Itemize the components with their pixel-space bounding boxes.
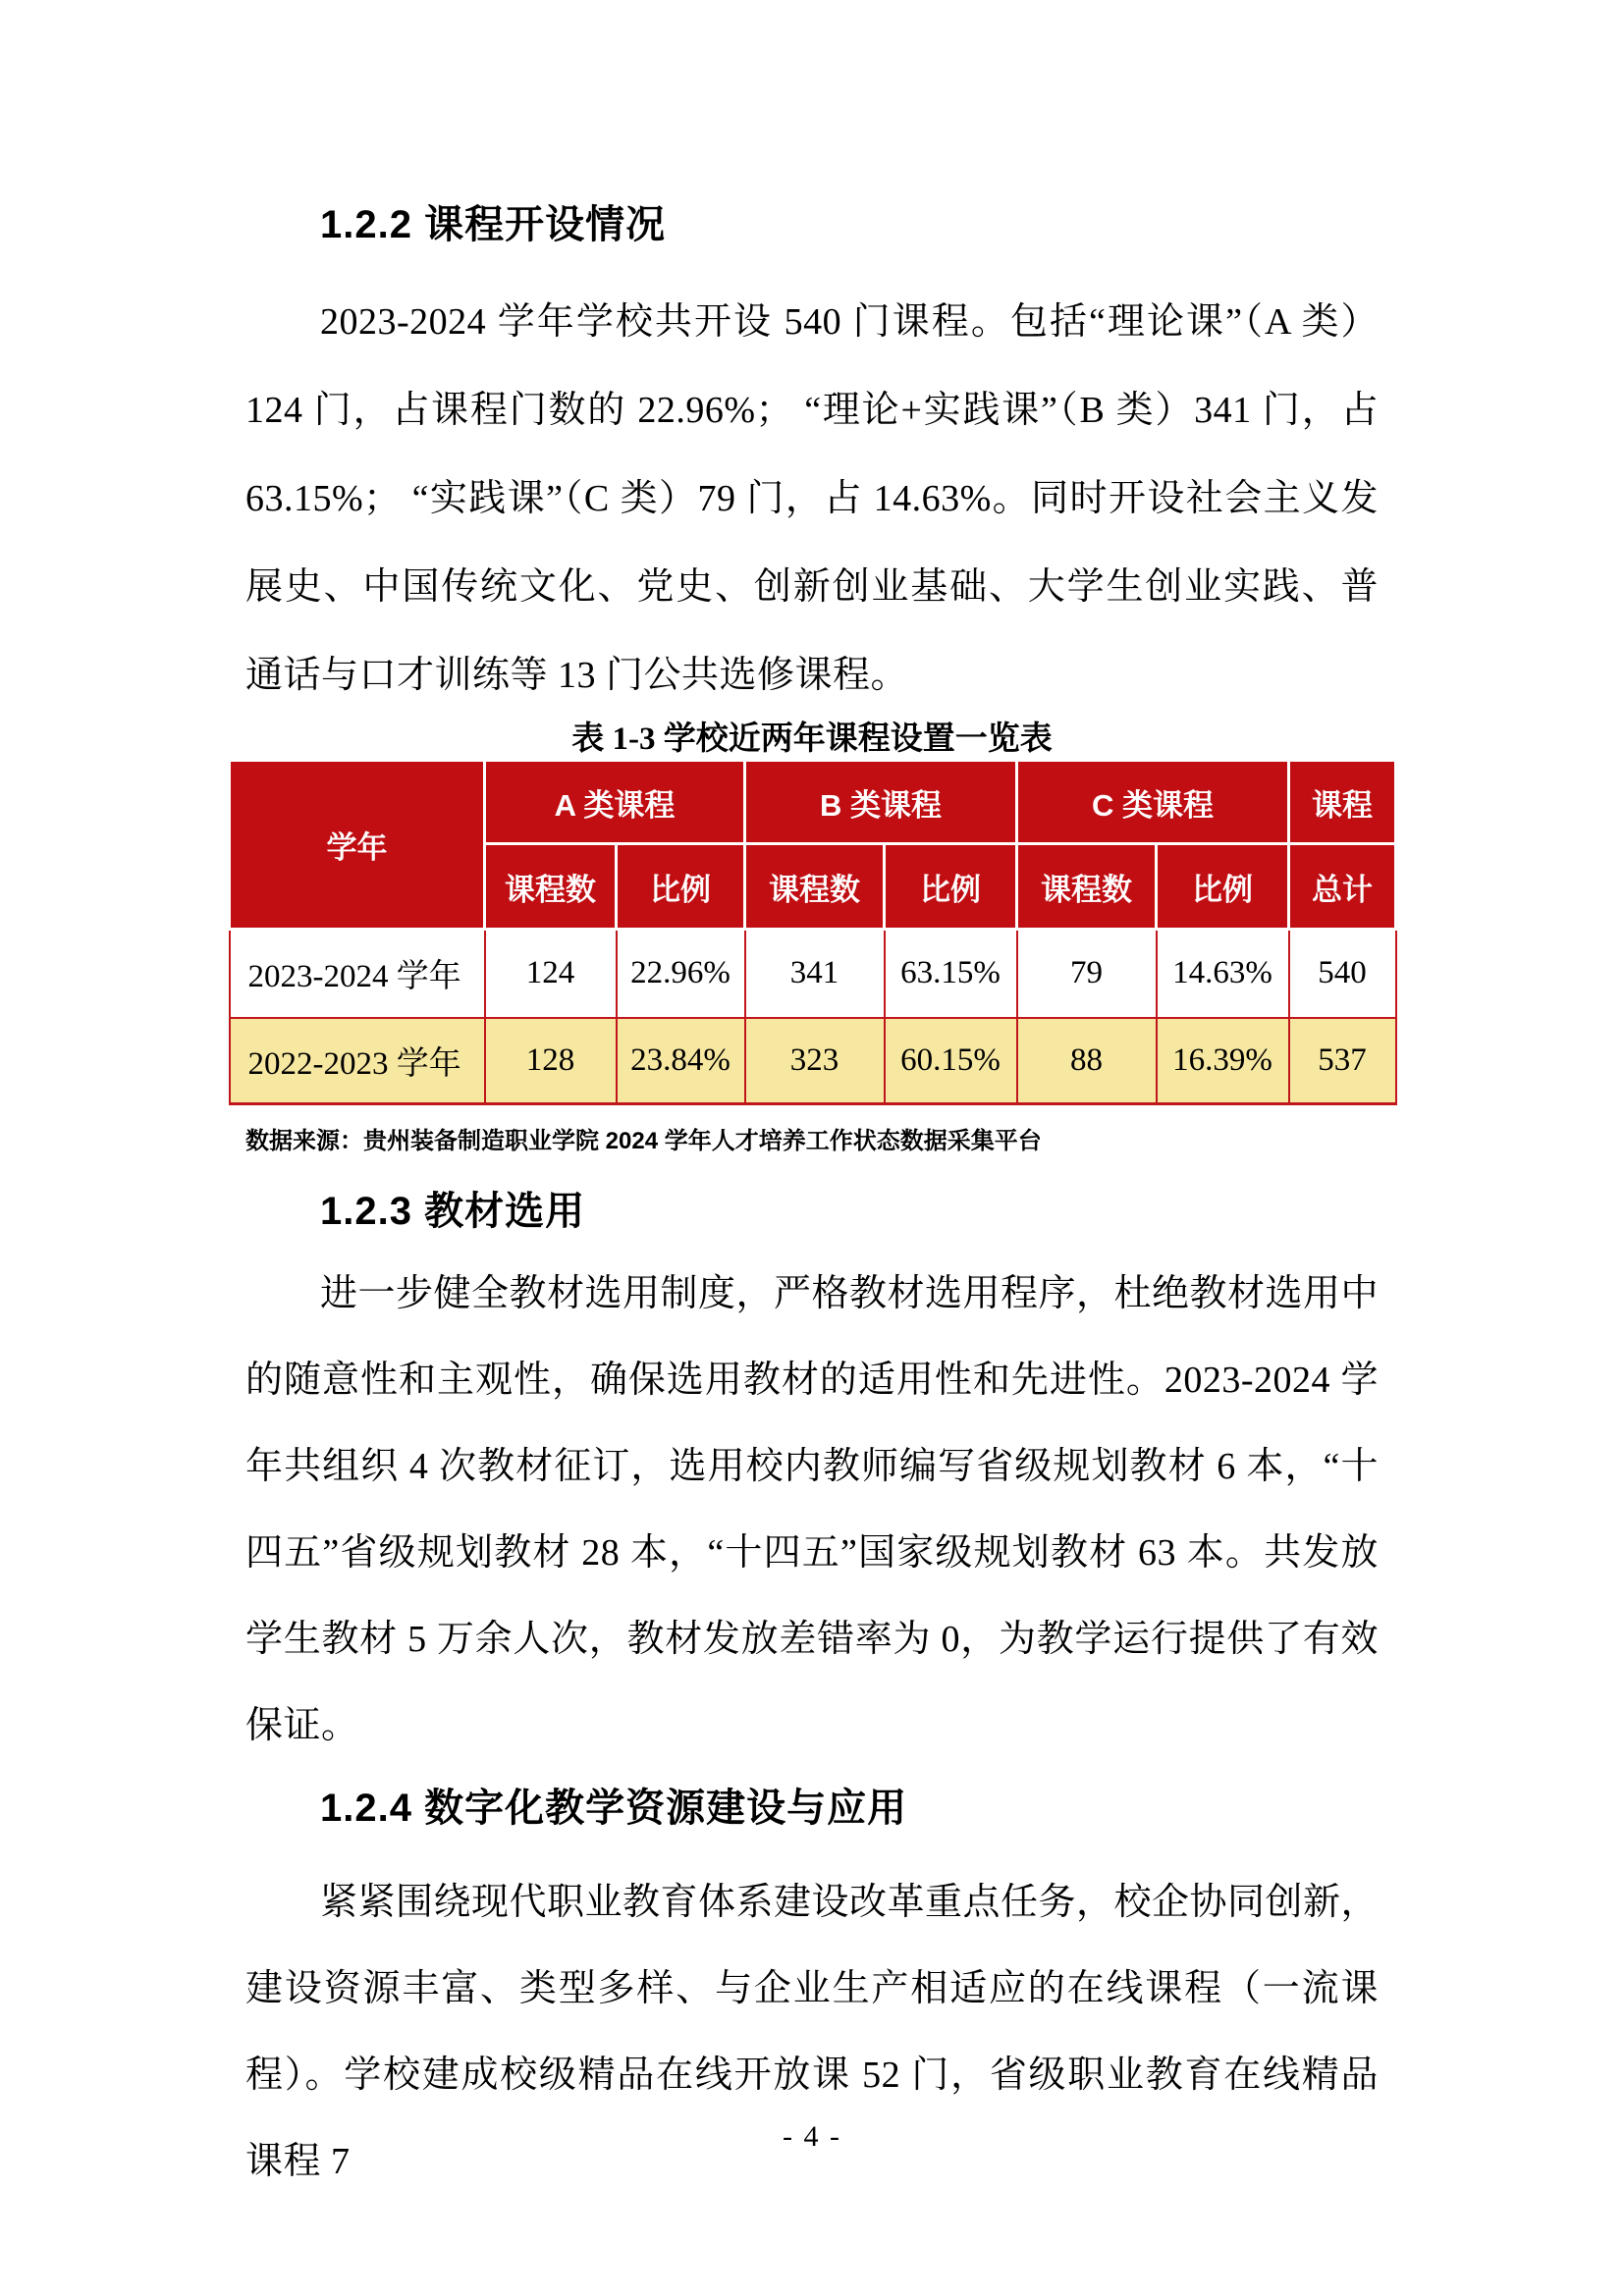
header-year: 学年 bbox=[230, 761, 485, 930]
header-a-count: 课程数 bbox=[485, 844, 617, 930]
table-caption: 表 1-3 学校近两年课程设置一览表 bbox=[571, 721, 1053, 757]
paragraph-course-offering: 2023-2024 学年学校共开设 540 门课程。包括“理论课”（A 类）124 门，占课程门数的 22.96%； “理论+实践课”（B 类）341 门，占 63.15%； “实践课”（C 类）79 门，占 14.63%。同时开设社会主义发展史、中国传统文化、党史、创新创业基础、大学生创业实践、普通话与口才训练等 13 门公共选修课程。 bbox=[245, 301, 1379, 696]
table-row-2023-2024 bbox=[230, 930, 1396, 1018]
cell-total: 540 bbox=[1289, 930, 1396, 1018]
header-a-ratio: 比例 bbox=[617, 844, 745, 930]
heading-1-2-3: 1.2.3 教材选用 bbox=[320, 1190, 586, 1233]
header-total-line1: 课程 bbox=[1289, 761, 1396, 844]
header-c-ratio: 比例 bbox=[1157, 844, 1289, 930]
heading-1-2-2: 1.2.2 课程开设情况 bbox=[320, 203, 667, 246]
cell-a-count: 124 bbox=[485, 930, 617, 1018]
cell-b-ratio: 63.15% bbox=[885, 930, 1017, 1018]
cell-b-ratio: 60.15% bbox=[885, 1018, 1017, 1104]
cell-b-count: 341 bbox=[745, 930, 885, 1018]
header-b-ratio: 比例 bbox=[885, 844, 1017, 930]
cell-b-count: 323 bbox=[745, 1018, 885, 1104]
paragraph-textbook-selection: 进一步健全教材选用制度，严格教材选用程序，杜绝教材选用中的随意性和主观性，确保选用教材的适用性和先进性。2023-2024 学年共组织 4 次教材征订，选用校内教师编写省级规划教材 6 本，“十四五”省级规划教材 28 本，“十四五”国家级规划教材 63 本。共发放学生教材 5 万余人次，教材发放差错率为 0，为教学运行提供了有效保证。 bbox=[245, 1273, 1380, 1746]
cell-c-count: 88 bbox=[1017, 1018, 1157, 1104]
cell-year: 2022-2023 学年 bbox=[230, 1018, 485, 1104]
header-c-count: 课程数 bbox=[1017, 844, 1157, 930]
table-row-2022-2023 bbox=[230, 1018, 1396, 1104]
header-group-c: C 类课程 bbox=[1017, 761, 1289, 844]
cell-total: 537 bbox=[1289, 1018, 1396, 1104]
header-total-line2: 总计 bbox=[1289, 844, 1396, 930]
cell-c-ratio: 16.39% bbox=[1157, 1018, 1289, 1104]
cell-a-ratio: 23.84% bbox=[617, 1018, 745, 1104]
header-b-count: 课程数 bbox=[745, 844, 885, 930]
cell-c-ratio: 14.63% bbox=[1157, 930, 1289, 1018]
paragraph-digital-resources: 紧紧围绕现代职业教育体系建设改革重点任务，校企协同创新，建设资源丰富、类型多样、与企业生产相适应的在线课程（一流课程）。学校建成校级精品在线开放课 52 门，省级职业教育在线精品课程 7 bbox=[245, 1882, 1380, 2182]
course-setup-table bbox=[228, 759, 1397, 1105]
cell-year: 2023-2024 学年 bbox=[230, 930, 485, 1018]
data-source-note: 数据来源：贵州装备制造职业学院 2024 学年人才培养工作状态数据采集平台 bbox=[245, 1128, 1042, 1154]
page-number: - 4 - bbox=[783, 2120, 841, 2153]
cell-a-ratio: 22.96% bbox=[617, 930, 745, 1018]
header-group-b: B 类课程 bbox=[745, 761, 1017, 844]
cell-a-count: 128 bbox=[485, 1018, 617, 1104]
header-group-a: A 类课程 bbox=[485, 761, 745, 844]
heading-1-2-4: 1.2.4 数字化教学资源建设与应用 bbox=[320, 1787, 908, 1830]
cell-c-count: 79 bbox=[1017, 930, 1157, 1018]
